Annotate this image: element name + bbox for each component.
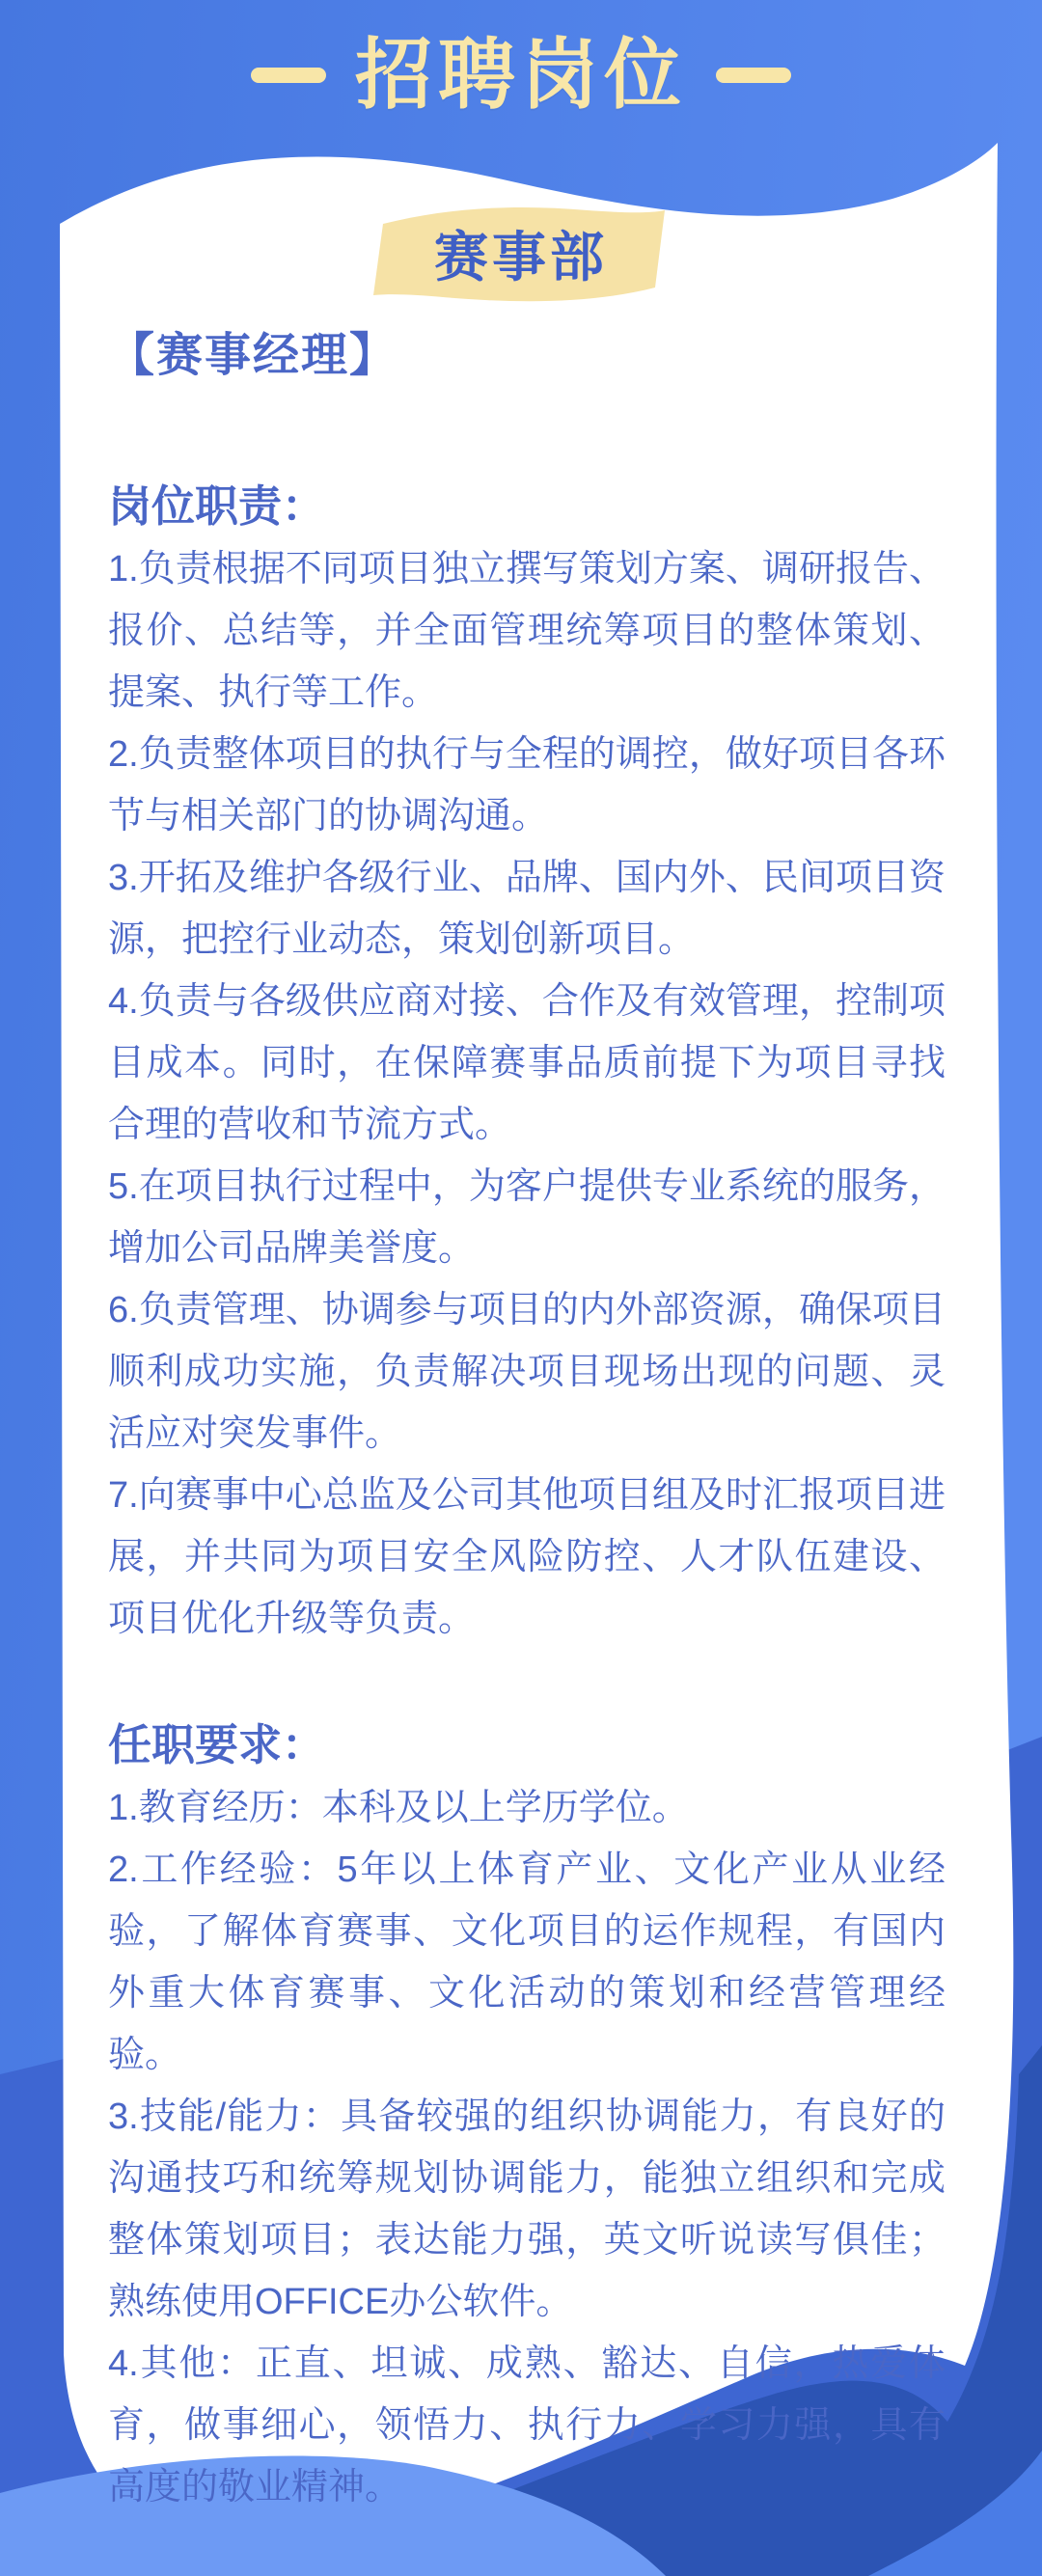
duty-item: 7.向赛事中心总监及公司其他项目组及时汇报项目进展，并共同为项目安全风险防控、人才队伍建设、项目优化升级等负责。 bbox=[108, 1475, 946, 1639]
department-banner-label: 赛事部 bbox=[434, 227, 608, 288]
section-heading-duties: 岗位职责： bbox=[108, 481, 326, 531]
duty-item: 6.负责管理、协调参与项目的内外部资源，确保项目顺利成功实施，负责解决项目现场出现的问题、灵活应对突发事件。 bbox=[108, 1290, 946, 1454]
page-title-row bbox=[0, 17, 1042, 133]
duties-list bbox=[108, 538, 946, 1650]
duty-item: 1.负责根据不同项目独立撰写策划方案、调研报告、报价、总结等，并全面管理统筹项目的整体策划、提案、执行等工作。 bbox=[108, 549, 946, 713]
requirement-item: 1.教育经历：本科及以上学历学位。 bbox=[108, 1788, 689, 1828]
duty-item: 2.负责整体项目的执行与全程的调控，做好项目各环节与相关部门的协调沟通。 bbox=[108, 734, 946, 836]
department-banner bbox=[366, 203, 676, 305]
requirement-item: 2.工作经验：5年以上体育产业、文化产业从业经验，了解体育赛事、文化项目的运作规程，有国内外重大体育赛事、文化活动的策划和经营管理经验。 bbox=[108, 1850, 946, 2075]
title-dash-right-icon bbox=[716, 68, 791, 83]
requirements-list bbox=[108, 1777, 946, 2518]
title-dash-left-icon bbox=[251, 68, 326, 83]
card-content bbox=[108, 324, 946, 2518]
page-title: 招聘岗位 bbox=[355, 32, 687, 118]
requirement-item: 3.技能/能力：具备较强的组织协调能力，有良好的沟通技巧和统筹规划协调能力，能独立组织和完成整体策划项目；表达能力强，英文听说读写俱佳；熟练使用OFFICE办公软件。 bbox=[108, 2096, 946, 2322]
duty-item: 3.开拓及维护各级行业、品牌、国内外、民间项目资源，把控行业动态，策划创新项目。 bbox=[108, 858, 946, 960]
duty-item: 5.在项目执行过程中，为客户提供专业系统的服务，增加公司品牌美誉度。 bbox=[108, 1166, 946, 1269]
requirement-item: 4.其他：正直、坦诚、成熟、豁达、自信，热爱体育，做事细心，领悟力、执行力、学习力强，具有高度的敬业精神。 bbox=[108, 2343, 946, 2507]
section-heading-requirements: 任职要求： bbox=[108, 1720, 326, 1769]
position-title: 【赛事经理】 bbox=[108, 330, 398, 381]
duty-item: 4.负责与各级供应商对接、合作及有效管理，控制项目成本。同时，在保障赛事品质前提下为项目寻找合理的营收和节流方式。 bbox=[108, 981, 946, 1145]
